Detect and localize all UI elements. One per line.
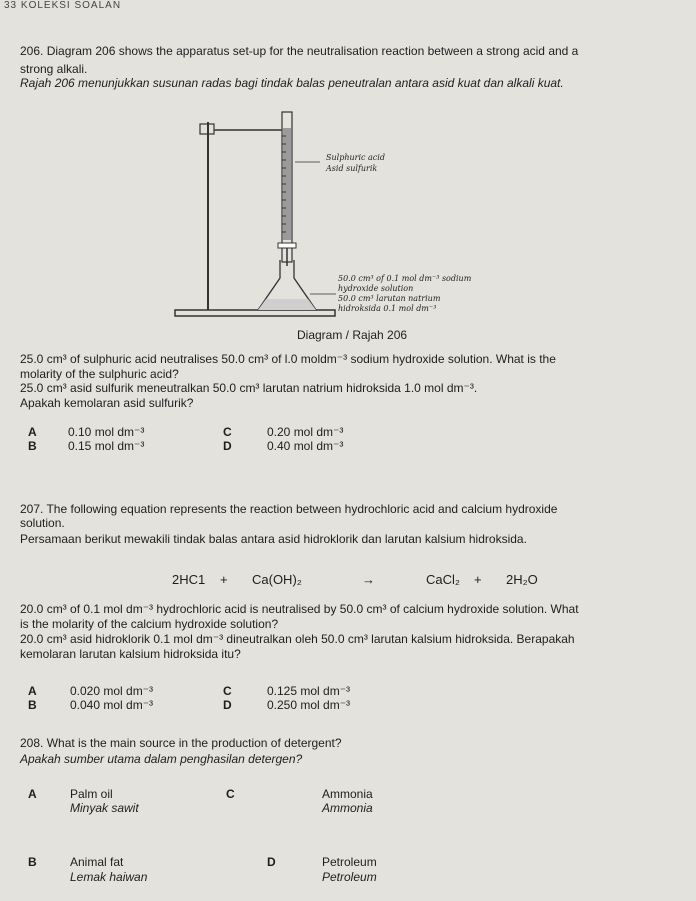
q206-option-a[interactable]: 0.10 mol dm⁻³ [68,425,145,439]
acid-label-en: Sulphuric acid [326,153,385,162]
q207-line1: 207. The following equation represents the reaction between hydrochloric acid and calcium hydroxide [20,502,558,516]
equation-product-1: CaCl₂ [426,572,460,587]
q207-option-c-letter: C [223,684,232,698]
q207-line2: solution. [20,516,65,530]
q208-option-d-letter: D [267,855,276,869]
q208-option-d-en[interactable]: Petroleum [322,855,377,869]
q207-stem-my2: kemolaran larutan kalsium hidroksida itu? [20,647,241,661]
q207-option-c[interactable]: 0.125 mol dm⁻³ [267,684,351,698]
q208-option-b-letter: B [28,855,37,869]
stand-base [175,310,335,316]
q206-option-b[interactable]: 0.15 mol dm⁻³ [68,439,145,453]
q207-option-b[interactable]: 0.040 mol dm⁻³ [70,698,154,712]
equation-arrow: → [362,572,375,587]
base-label-my2: hidroksida 0.1 mol dm⁻³ [338,304,437,313]
q208-option-c-my: Ammonia [322,801,373,815]
equation-product-2: 2H₂O [506,572,538,587]
q206-line2: strong alkali. [20,62,88,76]
burette-tap [278,243,296,248]
q207-option-a[interactable]: 0.020 mol dm⁻³ [70,684,154,698]
q206-stem-my2: Apakah kemolaran asid sulfurik? [20,396,194,410]
acid-label-my: Asid sulfurik [326,164,378,173]
q208-option-b-my: Lemak haiwan [70,870,148,884]
q206-stem-en1: 25.0 cm³ of sulphuric acid neutralises 50.0 cm³ of l.0 moldm⁻³ sodium hydroxide solution. What is the [20,352,556,366]
base-label-en1: 50.0 cm³ of 0.1 mol dm⁻³ sodium [338,274,472,283]
q208-option-a-en[interactable]: Palm oil [70,787,113,801]
q207-line3: Persamaan berikut mewakili tindak balas antara asid hidroklorik dan larutan kalsium hidroksida. [20,532,527,546]
q207-stem-en1: 20.0 cm³ of 0.1 mol dm⁻³ hydrochloric acid is neutralised by 50.0 cm³ of calcium hydroxide solution. What [20,602,579,616]
q206-stem-my1: 25.0 cm³ asid sulfurik meneutralkan 50.0 cm³ larutan natrium hidroksida 1.0 mol dm⁻³. [20,381,478,395]
q206-line3: Rajah 206 menunjukkan susunan radas bagi tindak balas peneutralan antara asid kuat dan alkali kuat. [20,76,564,90]
base-label-my1: 50.0 cm³ larutan natrium [338,294,441,303]
q208-line2: Apakah sumber utama dalam penghasilan detergen? [20,752,303,766]
q207-stem-en2: is the molarity of the calcium hydroxide solution? [20,617,279,631]
q207-stem-my1: 20.0 cm³ asid hidroklorik 0.1 mol dm⁻³ dineutralkan oleh 50.0 cm³ larutan kalsium hidroksida. Berapakah [20,632,575,646]
equation-plus-2: + [474,572,482,587]
q207-option-b-letter: B [28,698,37,712]
flask-solution [258,299,316,310]
q208-option-a-my: Minyak sawit [70,801,139,815]
equation-reactant-1: 2HC1 [172,572,206,587]
q207-option-a-letter: A [28,684,37,698]
q208-line1: 208. What is the main source in the production of detergent? [20,736,342,750]
q206-option-c[interactable]: 0.20 mol dm⁻³ [267,425,344,439]
q208-option-c-en[interactable]: Ammonia [322,787,373,801]
q206-option-d-letter: D [223,439,232,453]
titration-apparatus-diagram [170,100,500,330]
q208-option-d-my: Petroleum [322,870,377,884]
q206-option-a-letter: A [28,425,37,439]
equation-plus-1: + [220,572,228,587]
q207-option-d-letter: D [223,698,232,712]
q206-option-c-letter: C [223,425,232,439]
base-label-en2: hydroxide solution [338,284,414,293]
q208-option-c-letter: C [226,787,235,801]
q208-option-b-en[interactable]: Animal fat [70,855,124,869]
equation-reactant-2: Ca(OH)₂ [252,572,302,587]
page-header: 33 KOLEKSI SOALAN [4,0,122,11]
q206-option-d[interactable]: 0.40 mol dm⁻³ [267,439,344,453]
q207-option-d[interactable]: 0.250 mol dm⁻³ [267,698,351,712]
q206-option-b-letter: B [28,439,37,453]
q208-option-a-letter: A [28,787,37,801]
q206-line1: 206. Diagram 206 shows the apparatus set-up for the neutralisation reaction between a strong acid and a [20,44,579,58]
q206-stem-en2: molarity of the sulphuric acid? [20,367,179,381]
diagram-caption: Diagram / Rajah 206 [297,328,408,342]
